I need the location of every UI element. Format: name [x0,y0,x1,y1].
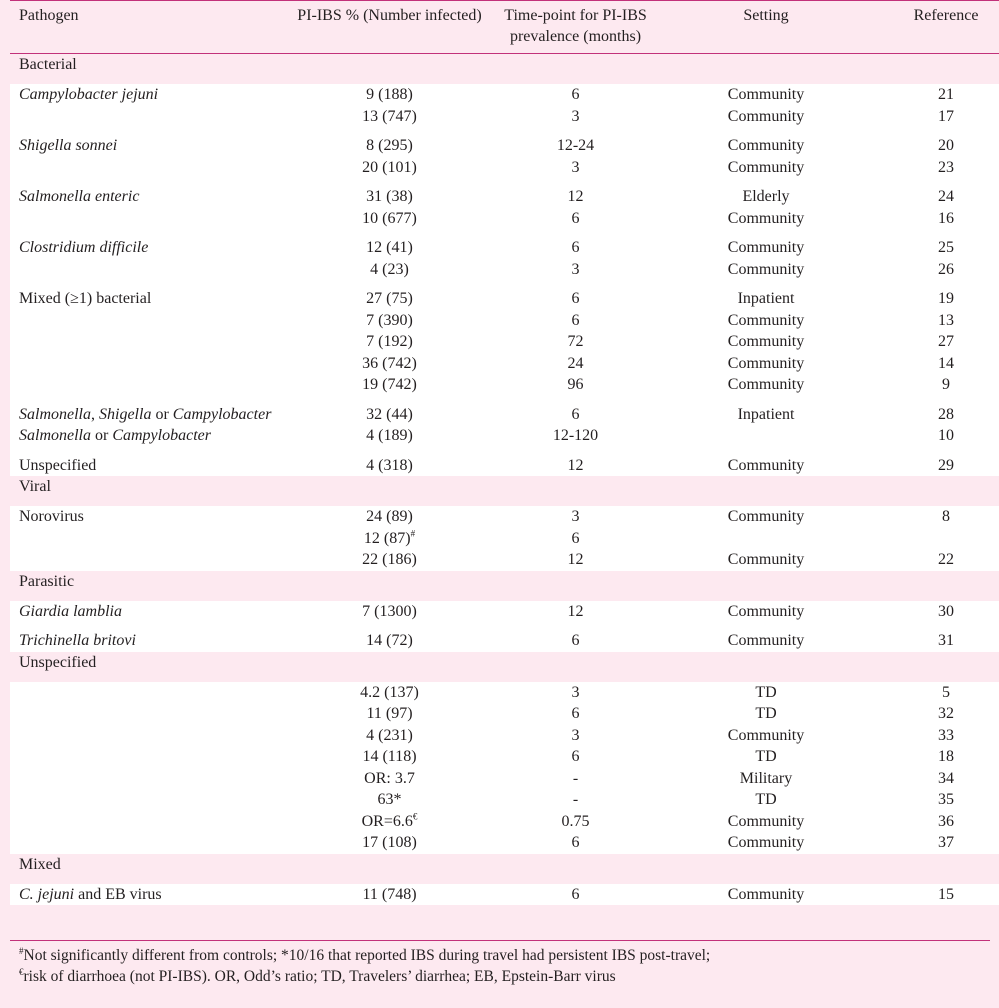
table-row [10,229,999,259]
pi-ibs-cell: 10 (677) [362,209,417,227]
pi-ibs-cell: 7 (1300) [362,602,417,620]
header-pi-ibs: PI-IBS % (Number infected) [289,1,490,54]
section-viral [10,476,999,506]
setting-cell: Community [727,812,805,830]
time-point-cell: 6 [571,834,580,851]
superscript-mark: # [410,528,416,539]
section-title: Parasitic [10,571,999,601]
section-rows [10,506,999,571]
section-title: Unspecified [10,652,999,682]
header-row [10,1,999,54]
time-point-cell: 72 [567,333,584,350]
pathogen-cell [10,259,289,281]
pathogen-cell [10,447,289,477]
setting-cell: Community [727,602,805,620]
section-rows [10,682,999,854]
setting-cell: Community [727,311,805,329]
reference-cell: 37 [938,834,954,851]
pathogen-cell [10,331,289,353]
setting-cell: Community [727,137,805,154]
table-footnote [19,945,979,987]
pathogen-cell [10,725,289,747]
pathogen-name-part: Campylobacter [112,427,211,444]
setting-cell: TD [755,791,777,808]
setting-cell: Inpatient [737,405,795,423]
table-row [10,157,999,179]
pi-ibs-cell: OR: 3.7 [364,769,415,787]
section-rows [10,601,999,652]
table-row [10,447,999,477]
setting-cell: Community [727,260,805,278]
footnote-text-2: risk of diarrhoea (not PI-IBS). OR, Odd’s ratio; TD, Travelers’ diarrhea; EB, Epstein-Barr virus [23,968,616,985]
reference-cell [871,528,999,550]
section-parasitic [10,571,999,601]
section-heading-row [10,476,999,506]
pi-ibs-cell: 22 (186) [362,551,417,568]
reference-cell: 19 [938,290,954,307]
time-point-cell: 12-120 [552,427,599,444]
reference-cell: 29 [938,456,954,474]
pathogen-cell [10,425,289,447]
pathogen-cell [10,768,289,790]
reference-cell: 32 [938,705,954,722]
pathogen-cell [10,682,289,704]
table-row [10,425,999,447]
pi-ibs-cell: 8 (295) [366,137,413,154]
time-point-cell: 6 [571,529,580,547]
pi-ibs-cell: 19 (742) [362,376,417,393]
pathogen-cell [10,106,289,128]
pi-ibs-cell: 63* [377,791,402,808]
table-row [10,528,999,550]
pathogen-cell [10,84,289,106]
pi-ibs-cell: 4 (23) [370,260,409,278]
pathogen-cell [10,310,289,332]
table-row [10,811,999,833]
pathogen-cell [10,811,289,833]
reference-cell: 31 [938,632,954,649]
table-row [10,127,999,157]
pi-ibs-cell: 4 (189) [366,427,413,444]
time-point-cell: 24 [567,354,584,372]
reference-cell: 9 [942,376,950,393]
section-mixed [10,854,999,884]
table-row [10,682,999,704]
pi-ibs-cell: 14 (118) [362,748,417,765]
reference-cell: 20 [938,137,954,154]
pi-ibs-cell: 27 (75) [366,290,413,307]
reference-cell: 17 [938,107,954,125]
pathogen-cell [10,622,289,652]
table-row [10,789,999,811]
setting-cell [661,528,871,550]
reference-cell: 33 [938,726,954,744]
setting-cell: Community [727,508,805,525]
time-point-cell: 3 [571,683,580,701]
pathogen-cell [10,374,289,396]
pi-ibs-cell: 7 (192) [366,333,413,350]
reference-cell: 16 [938,209,954,227]
pi-ibs-cell: 13 (747) [362,107,417,125]
footnote-mark-euro: € [19,966,24,977]
footer-rule [10,940,990,941]
setting-cell: Community [727,632,805,649]
section-heading-row [10,571,999,601]
header-pathogen: Pathogen [10,1,289,54]
reference-cell: 14 [938,354,954,372]
time-point-cell: 6 [571,86,580,103]
table-row [10,310,999,332]
setting-cell: Elderly [742,188,790,205]
setting-cell: Community [727,354,805,372]
setting-cell: Community [727,333,805,350]
reference-cell: 10 [938,427,954,444]
setting-cell: Community [727,834,805,851]
pathogen-name: Shigella sonnei [19,137,118,154]
time-point-cell: 6 [571,311,580,329]
section-title: Mixed [10,854,999,884]
pathogen-name-part: and EB virus [74,885,162,903]
pi-ibs-cell: 4 (318) [366,456,413,474]
time-point-cell: 6 [571,705,580,722]
reference-cell: 25 [938,239,954,256]
setting-cell: Community [727,376,805,393]
table-row [10,768,999,790]
section-heading-row [10,854,999,884]
pathogen-cell [10,178,289,208]
pathogen-cell [10,127,289,157]
pi-ibs-cell: 7 (390) [366,311,413,329]
time-point-cell: 3 [571,726,580,744]
time-point-cell: 3 [571,260,580,278]
pi-ibs-cell: 12 (87)# [363,528,416,547]
pathogen-name-part: C. jejuni [19,885,75,903]
setting-cell: Community [727,551,805,568]
reference-cell: 27 [938,333,954,350]
reference-cell: 34 [938,769,954,787]
table-row [10,280,999,310]
pi-ibs-cell: 32 (44) [366,405,413,423]
table-row [10,259,999,281]
reference-cell: 18 [938,748,954,765]
time-point-cell: 12 [567,188,584,205]
pi-ibs-cell: 17 (108) [362,834,417,851]
pathogen-name-part: Salmonella [19,427,91,444]
pathogen-cell [10,208,289,230]
pathogen-name-part: or [91,427,113,444]
pathogen-cell [10,832,289,854]
time-point-cell: 6 [571,239,580,256]
pathogen-cell [10,746,289,768]
setting-cell: Community [727,726,805,744]
pi-ibs-cell: 14 (72) [366,632,413,649]
time-point-cell: - [572,791,579,808]
table-row [10,396,999,426]
table-row [10,703,999,725]
time-point-cell: 96 [567,376,584,393]
table-row [10,506,999,528]
pathogen-name: Clostridium difficile [19,239,149,256]
time-point-cell: 12-24 [556,137,595,154]
section-heading-row [10,54,999,85]
pathogen-name: Mixed (≥1) bacterial [19,290,152,307]
pathogen-cell [10,703,289,725]
table-row [10,601,999,623]
time-point-cell: 3 [571,158,580,176]
section-rows [10,884,999,906]
header-setting: Setting [661,1,871,54]
reference-cell: 24 [938,188,954,205]
reference-cell: 26 [938,260,954,278]
pathogen-cell [10,396,289,426]
pathogen-name: Campylobacter jejuni [19,86,159,103]
section-rows [10,84,999,476]
reference-cell: 15 [938,885,954,903]
header-reference: Reference [871,1,999,54]
time-point-cell: - [572,769,579,787]
pi-ibs-cell: 24 (89) [366,508,413,525]
pathogen-name-part: Campylobacter [172,405,272,423]
pathogen-name-part: , [91,405,99,423]
pi-ibs-cell: 36 (742) [362,354,417,372]
footnote-text-1: Not significantly different from controls; *10/16 that reported IBS during travel had persistent IBS post-travel; [23,947,711,964]
table-row [10,178,999,208]
reference-cell: 28 [938,405,954,423]
time-point-cell: 6 [571,209,580,227]
pathogen-cell [10,353,289,375]
pi-ibs-cell: 11 (748) [362,885,417,903]
setting-cell: Military [739,769,793,787]
table-row [10,208,999,230]
footnote-line-2 [19,966,979,987]
setting-cell: Community [727,86,805,103]
setting-cell: Community [727,158,805,176]
setting-cell: Inpatient [737,290,795,307]
table-row [10,884,999,906]
reference-cell: 36 [938,812,954,830]
pi-ibs-cell: OR=6.6€ [361,811,418,830]
pathogen-cell [10,157,289,179]
reference-cell: 23 [938,158,954,176]
table-row [10,374,999,396]
setting-cell: TD [755,705,777,722]
section-unspecified [10,652,999,682]
header-time-point: Time-point for PI-IBS prevalence (months) [490,1,661,54]
time-point-cell: 12 [567,551,584,568]
time-point-cell: 0.75 [561,812,590,830]
pi-ibs-cell: 11 (97) [366,705,413,722]
pathogen-name-part: Salmonella [19,405,91,423]
superscript-mark: € [412,811,418,822]
pathogen-cell [10,549,289,571]
reference-cell: 35 [938,791,954,808]
pathogen-name: Norovirus [19,508,84,525]
time-point-cell: 6 [571,290,580,307]
pi-ibs-cell: 4.2 (137) [360,683,419,701]
pathogen-cell [10,229,289,259]
setting-cell: Community [727,239,805,256]
pi-ibs-cell: 9 (188) [366,86,413,103]
reference-cell: 5 [942,683,950,701]
section-heading-row [10,652,999,682]
time-point-cell: 6 [571,405,580,423]
pathogen-name: Giardia lamblia [19,602,122,620]
time-point-cell: 3 [571,107,580,125]
pathogen-name-part: or [151,405,173,423]
pi-ibs-cell: 12 (41) [366,239,413,256]
table-row [10,331,999,353]
pathogen-name: Salmonella enteric [19,188,140,205]
pi-ibs-cell: 20 (101) [362,158,417,176]
pathogen-cell [10,528,289,550]
time-point-cell: 12 [567,456,584,474]
pi-ibs-table [10,0,999,905]
section-title: Bacterial [10,54,999,85]
table-row [10,832,999,854]
setting-cell [661,425,871,447]
pathogen-cell [10,601,289,623]
table-row [10,84,999,106]
table-row [10,353,999,375]
time-point-cell: 3 [571,508,580,525]
time-point-cell: 6 [571,885,580,903]
time-point-cell: 6 [571,748,580,765]
pathogen-cell [10,280,289,310]
pathogen-name-part: Shigella [99,405,152,423]
pathogen-cell [10,884,289,906]
time-point-cell: 6 [571,632,580,649]
time-point-cell: 12 [567,602,584,620]
pathogen-name: Trichinella britovi [19,632,136,649]
table-row [10,746,999,768]
setting-cell: Community [727,209,805,227]
setting-cell: TD [755,748,777,765]
setting-cell: Community [727,456,805,474]
reference-cell: 13 [938,311,954,329]
pathogen-cell [10,789,289,811]
section-title: Viral [10,476,999,506]
table-row [10,549,999,571]
reference-cell: 30 [938,602,954,620]
pathogen-name: Unspecified [19,456,97,474]
footnote-mark-hash: # [19,945,24,956]
section-bacterial [10,54,999,85]
table-row [10,622,999,652]
footnote-line-1 [19,945,979,966]
reference-cell: 22 [938,551,954,568]
setting-cell: Community [727,107,805,125]
table-row [10,725,999,747]
setting-cell: TD [755,683,777,701]
setting-cell: Community [727,885,805,903]
pi-ibs-cell: 31 (38) [366,188,413,205]
pi-ibs-cell: 4 (231) [366,726,413,744]
reference-cell: 8 [942,508,950,525]
reference-cell: 21 [938,86,954,103]
pathogen-cell [10,506,289,528]
table-row [10,106,999,128]
